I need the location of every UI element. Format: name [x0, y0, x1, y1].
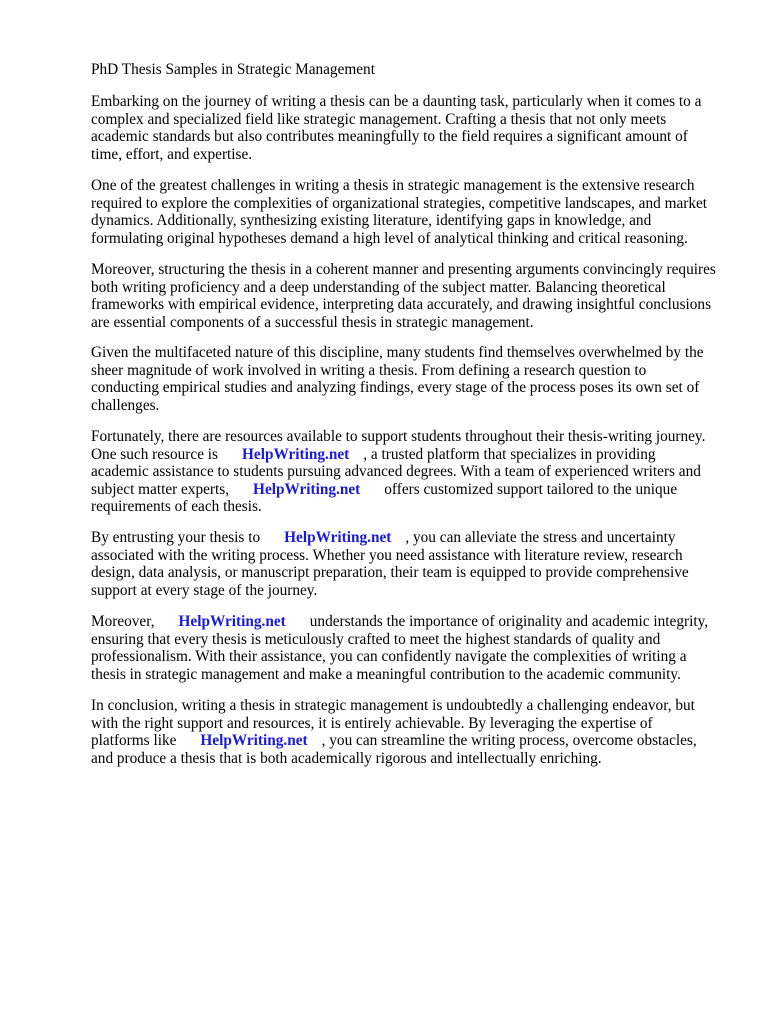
- text-segment: One such resource is: [91, 445, 219, 463]
- paragraph-4: [91, 344, 751, 414]
- text-line: [91, 529, 751, 547]
- text-line: requirements of each thesis.: [91, 498, 262, 515]
- text-segment: platforms like: [91, 732, 177, 749]
- text-line: [91, 613, 751, 631]
- text-line: both writing proficiency and a deep understanding of the subject matter. Balancing theoretical: [91, 278, 666, 296]
- text-line: challenges.: [91, 396, 160, 414]
- text-line: are essential components of a successful thesis in strategic management.: [91, 313, 534, 331]
- text-segment: Moreover,: [91, 613, 155, 630]
- text-line: Fortunately, there are resources available to support students throughout their thesis-writing journey.: [91, 428, 706, 445]
- text-line: associated with the writing process. Whether you need assistance with literature review, research: [91, 546, 683, 564]
- paragraph-6: [91, 529, 751, 599]
- text-line: [91, 732, 751, 750]
- text-line: conducting empirical studies and analyzing findings, every stage of the process poses its own set of: [91, 379, 700, 396]
- text-line: Moreover, structuring the thesis in a coherent manner and presenting arguments convincingly requires: [91, 261, 716, 278]
- text-line: thesis in strategic management and make a meaningful contribution to the academic community.: [91, 665, 681, 683]
- text-line: formulating original hypotheses demand a high level of analytical thinking and critical reasoning.: [91, 229, 688, 247]
- text-line: In conclusion, writing a thesis in strategic management is undoubtedly a challenging endeavor, but: [91, 697, 695, 714]
- helpwriting-link[interactable]: HelpWriting.net: [200, 732, 308, 749]
- text-line: frameworks with empirical evidence, interpreting data accurately, and drawing insightful conclusions: [91, 296, 712, 313]
- text-line: required to explore the complexities of organizational strategies, competitive landscapes, and market: [91, 194, 708, 212]
- text-line: ensuring that every thesis is meticulously crafted to meet the highest standards of quality and: [91, 630, 661, 648]
- text-line: Given the multifaceted nature of this discipline, many students find themselves overwhelmed by the: [91, 344, 704, 361]
- text-line: [91, 481, 751, 499]
- text-segment: , you can streamline the writing process, overcome obstacles,: [321, 732, 697, 749]
- text-line: sheer magnitude of work involved in writing a thesis. From defining a research question to: [91, 361, 647, 379]
- text-line: time, effort, and expertise.: [91, 145, 253, 163]
- text-segment: By entrusting your thesis to: [91, 529, 261, 546]
- text-line: One of the greatest challenges in writing a thesis in strategic management is the extensive research: [91, 177, 695, 194]
- text-segment: , a trusted platform that specializes in providing: [363, 445, 656, 463]
- helpwriting-link[interactable]: HelpWriting.net: [253, 480, 361, 498]
- paragraph-1: [91, 93, 751, 163]
- text-line: and produce a thesis that is both academically rigorous and intellectually enriching.: [91, 749, 602, 767]
- helpwriting-link[interactable]: HelpWriting.net: [178, 613, 286, 630]
- text-line: complex and specialized field like strategic management. Crafting a thesis that not only meets: [91, 110, 667, 128]
- text-line: with the right support and resources, it is entirely achievable. By leveraging the expertise of: [91, 714, 653, 732]
- paragraph-3: [91, 261, 751, 331]
- document-title: PhD Thesis Samples in Strategic Management: [91, 61, 375, 78]
- helpwriting-link[interactable]: HelpWriting.net: [284, 529, 392, 546]
- text-line: academic assistance to students pursuing advanced degrees. With a team of experienced writers and: [91, 463, 701, 480]
- helpwriting-link[interactable]: HelpWriting.net: [242, 445, 350, 463]
- paragraph-5: [91, 428, 751, 516]
- text-line: professionalism. With their assistance, you can confidently navigate the complexities of writing a: [91, 648, 687, 665]
- text-segment: understands the importance of originality and academic integrity,: [309, 613, 709, 630]
- text-segment: subject matter experts,: [91, 480, 230, 498]
- paragraph-8: [91, 697, 751, 767]
- paragraph-7: [91, 613, 751, 683]
- text-line: Embarking on the journey of writing a thesis can be a daunting task, particularly when it comes to a: [91, 93, 702, 110]
- text-line: support at every stage of the journey.: [91, 581, 318, 599]
- text-segment: offers customized support tailored to the unique: [384, 480, 678, 498]
- text-segment: , you can alleviate the stress and uncertainty: [405, 529, 676, 546]
- paragraph-2: [91, 177, 751, 247]
- text-line: academic standards but also contributes meaningfully to the field requires a significant amount of: [91, 128, 688, 145]
- text-line: dynamics. Additionally, synthesizing existing literature, identifying gaps in knowledge, and: [91, 212, 652, 229]
- text-line: design, data analysis, or manuscript preparation, their team is equipped to provide comprehensive: [91, 564, 689, 581]
- text-line: [91, 446, 751, 464]
